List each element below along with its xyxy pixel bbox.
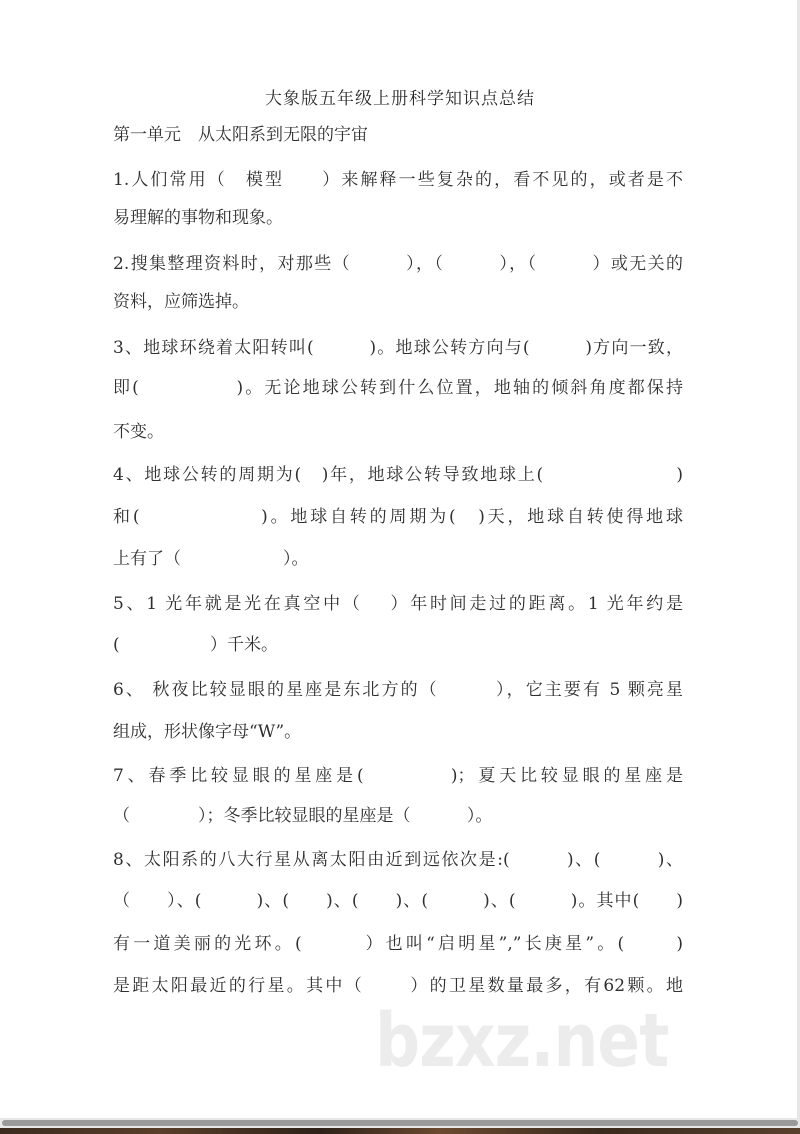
watermark: bzxz.net [375, 998, 669, 1084]
text-line: 有一道美丽的光环。( ）也叫“启明星”,”长庚星”。( ) [113, 934, 683, 954]
text-line: 8、太阳系的八大行星从离太阳由近到远依次是:( )、( )、 [113, 850, 683, 870]
text-line: 1.人们常用（ 模型 ）来解释一些复杂的，看不见的，或者是不 [113, 170, 683, 190]
text-line: 2.搜集整理资料时，对那些（ ），（ ），（ ）或无关的 [113, 254, 683, 274]
text-line: 易理解的事物和现象。 [113, 208, 283, 228]
document-title: 大象版五年级上册科学知识点总结 [265, 89, 535, 109]
background-image-strip [0, 1128, 800, 1134]
text-line: ( ）千米。 [113, 635, 279, 655]
horizontal-scrollbar-thumb[interactable] [2, 1120, 798, 1126]
text-line: 不变。 [113, 422, 164, 442]
text-line: 4、地球公转的周期为( )年，地球公转导致地球上( ) [113, 465, 683, 485]
text-line: 3、地球环绕着太阳转叫( )。地球公转方向与( )方向一致， [113, 338, 683, 358]
text-line: 7、春季比较显眼的星座是( )；夏天比较显眼的星座是 [113, 766, 683, 786]
unit-heading: 第一单元 从太阳系到无限的宇宙 [113, 125, 368, 145]
text-line: （ ）；冬季比较显眼的星座是（ ）。 [113, 806, 493, 826]
text-line: 上有了（ ）。 [113, 549, 309, 569]
text-line: 和( )。地球自转的周期为( )天，地球自转使得地球 [113, 507, 683, 527]
text-line: 5、1 光年就是光在真空中（ ）年时间走过的距离。1 光年约是 [113, 594, 683, 614]
text-line: （ ）、( )、( )、( )、( )、( )。其中( ) [113, 891, 683, 911]
text-line: 是距太阳最近的行星。其中（ ）的卫星数量最多，有62颗。地 [113, 976, 683, 996]
text-line: 6、 秋夜比较显眼的星座是东北方的（ ），它主要有 5 颗亮星 [113, 680, 683, 700]
text-line: 资料，应筛选掉。 [113, 292, 249, 312]
text-line: 即( )。无论地球公转到什么位置，地轴的倾斜角度都保持 [113, 378, 683, 398]
text-line: 组成，形状像字母“W”。 [113, 722, 302, 742]
